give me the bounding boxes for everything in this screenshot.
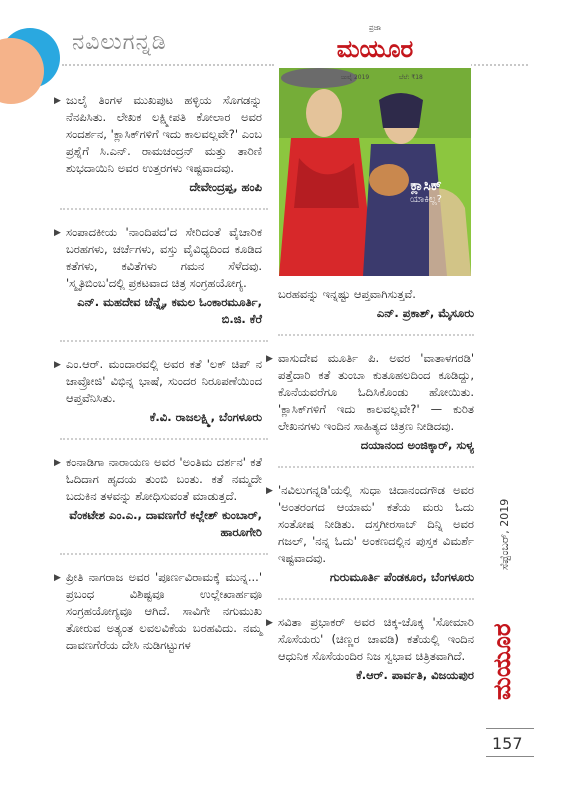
page-number-rule-bottom <box>486 756 534 757</box>
cover-headline <box>391 178 461 206</box>
letter-signature: ಕೆ.ವಿ. ರಾಜಲಕ್ಷ್ಮಿ, ಬೆಂಗಳೂರು <box>149 410 262 424</box>
letter-text: ಬರಹವನ್ನು ಇನ್ನಷ್ಟು ಆಪ್ತವಾಗಿಸುತ್ತವೆ. <box>278 287 416 301</box>
letter-text: 'ನವಿಲುಗನ್ನಡಿ'ಯಲ್ಲಿ ಸುಧಾ ಚಿದಾನಂದಗೌಡ ಅವರ 'ಅಂತರಂಗದ ಆಯಾಮ' ಕತೆಯ ಮರು ಓದು ಸಂತೋಷ ನೀಡಿತು. ದಸ್ತಗೀರಸಾಬ್ ದಿನ್ನಿ ಅವರ ಗಜಲ್, 'ನನ್ನ ಓದು' ಅಂಕಣದಲ್ಲಿನ ಪುಸ್ತಕ ವಿಮರ್ಶೆ ಇಷ್ಟವಾದವು. <box>278 483 474 565</box>
cover-illustration <box>279 68 471 276</box>
section-title: ನವಿಲುಗನ್ನಡಿ <box>72 30 167 55</box>
cover-price: ಬೆಲೆ: ₹18 <box>399 74 423 81</box>
page-number-rule-top <box>486 728 534 729</box>
woman-left-face <box>306 89 342 137</box>
letter-text: ವಾಸುದೇವ ಮೂರ್ತಿ ಪಿ. ಅವರ 'ವಾತಾಳಗರಡಿ' ಪತ್ತೆದಾರಿ ಕತೆ ತುಂಬಾ ಕುತೂಹಲದಿಂದ ಕೂಡಿದ್ದು, ಕೊನೆಯವರೆಗೂ ಓದಿಸಿಕೊಂಡು ಹೋಯಿತು. 'ಕ್ಲಾಸಿಕ್‌ಗಳಿಗೆ ಇದು ಕಾಲವಲ್ಲವೇ?' — ಕುರಿತ ಲೇಖನಗಳು ಇಂದಿನ ಸಾಹಿತ್ಯದ ಚಿತ್ರಣ ನೀಡಿದವು. <box>278 351 474 433</box>
woman-right-hair <box>379 93 423 128</box>
bullet-arrow-icon: ▶ <box>54 96 61 106</box>
bullet-arrow-icon: ▶ <box>54 360 61 370</box>
bullet-arrow-icon: ▶ <box>54 573 61 583</box>
letter-text: ಕಂನಾಡಿಗಾ ನಾರಾಯಣ ಅವರ 'ಅಂತಿಮ ದರ್ಶನ' ಕತೆ ಓದಿದಾಗ ಹೃದಯ ತುಂಬಿ ಬಂತು. ಕತೆ ನಮ್ಮದೇ ಬದುಕಿನ ತಳವನ್ನು ಶೋಧಿಸುವಂತೆ ಮಾಡುತ್ತದೆ. <box>66 455 262 503</box>
letter-item <box>54 356 262 426</box>
letter-signature: ಎನ್. ಮಹದೇವ ಚೆನ್ನೈ, ಕಮಲ ಓಂಕಾರಮೂರ್ತಿ, ಬಿ.ಜಿ. ಕೆರೆ <box>77 295 262 326</box>
cover-art-svg <box>279 68 471 276</box>
cover-headline-line2: ಯಾಕಿಲ್ಲ? <box>410 194 442 205</box>
header-divider <box>62 64 274 66</box>
letter-item <box>266 482 474 586</box>
letter-signature: ಎನ್. ಪ್ರಕಾಶ್, ಮೈಸೂರು <box>376 306 474 320</box>
letters-column-right <box>266 286 474 684</box>
bullet-arrow-icon: ▶ <box>54 228 61 238</box>
letter-item-continued <box>278 286 474 322</box>
letter-item <box>54 454 262 541</box>
letter-item <box>54 569 262 654</box>
letter-signature: ಕೆ.ಆರ್. ಪಾರ್ವತಿ, ವಿಜಯಪುರ <box>356 668 474 682</box>
letter-item <box>266 350 474 454</box>
cover-logo-mark: ಪ್ರಜಾ <box>369 24 381 32</box>
bullet-arrow-icon: ▶ <box>266 486 273 496</box>
letter-text: ಸಂಪಾದಕೀಯ 'ನಾಂದಿಪದ'ದ ಸೇರಿದಂತೆ ವೈಚಾರಿಕ ಬರಹಗಳು, ಚರ್ಚೆಗಳು, ವಸ್ತು ವೈವಿಧ್ಯದಿಂದ ಕೂಡಿದ ಕತೆಗಳು, ಕವಿತೆಗಳು ಗಮನ ಸೆಳೆದವು. 'ಸ್ಮೃತಿಬಿಂಬ'ದಲ್ಲಿ ಪ್ರಕಟವಾದ ಚಿತ್ರ ಸಂಗ್ರಹಯೋಗ್ಯ. <box>66 225 262 290</box>
sidebar-logo: ಮಯೂರ <box>488 623 516 700</box>
page-number: 157 <box>492 734 523 753</box>
letter-divider <box>60 208 268 210</box>
letter-divider <box>278 598 474 600</box>
letter-text: ಸವಿತಾ ಪ್ರಭಾಕರ್ ಅವರ ಚಿಕ್ಕ-ಚೊಕ್ಕ 'ಸೋಮಾರಿ ಸೊಸೆಯರು' (ಚಿಣ್ಣರ ಚಾವಡಿ) ಕತೆಯಲ್ಲಿ ಇಂದಿನ ಆಧುನಿಕ ಸೊಸೆಯಂದಿರ ನಿಜ ಸ್ವಭಾವ ಚಿತ್ರಿತವಾಗಿದೆ. <box>278 615 474 663</box>
cover-logo: ಮಯೂರ <box>336 35 414 63</box>
cover-date: ಜುಲೈ 2019 <box>341 74 370 81</box>
letter-signature: ಗುರುಮೂರ್ತಿ ಪೆಂಡಕೂರ, ಬೆಂಗಳೂರು <box>329 570 474 584</box>
cover-meta <box>279 68 471 92</box>
letters-column-left <box>54 92 262 654</box>
letter-text: ಎಂ.ಆರ್. ಮಂದಾರವಲ್ಲಿ ಅವರ ಕತೆ 'ಲಕ್ ಚಿಪ್ ನ ಜಾವ್ರೋಜಿ' ವಿಭಿನ್ನ ಭಾಷೆ, ಸುಂದರ ನಿರೂಪಣೆಯಿಂದ ಆಪ್ತವೆನಿಸಿತು. <box>66 357 262 405</box>
letter-item <box>54 224 262 328</box>
cover-headline-line1: ಕ್ಲಾಸಿಕ್ <box>410 178 442 194</box>
magazine-cover <box>279 24 471 276</box>
bullet-arrow-icon: ▶ <box>54 458 61 468</box>
letter-divider <box>60 340 268 342</box>
letter-divider <box>278 466 474 468</box>
letter-signature: ವೆಂಕಟೇಶ ಎಂ.ಎ., ದಾವಣಗೆರೆ ಕಲ್ಲೇಶ್ ಕುಂಬಾರ್, ಹಾರೂಗೇರಿ <box>69 508 262 539</box>
letter-signature: ದಯಾನಂದ ಅಂಜಿಕ್ಕಾರ್, ಸುಳ್ಯ <box>360 438 474 452</box>
letter-item <box>54 92 262 196</box>
bullet-arrow-icon: ▶ <box>266 354 273 364</box>
letter-divider <box>60 438 268 440</box>
bullet-arrow-icon: ▶ <box>266 618 273 628</box>
letter-text: ಪ್ರೀತಿ ನಾಗರಾಜ ಅವರ 'ಪೂರ್ಣವಿರಾಮಕ್ಕೆ ಮುನ್ನ...' ಪ್ರಬಂಧ ವಿಶಿಷ್ಟವೂ ಉಲ್ಲೇಖಾರ್ಹವೂ ಸಂಗ್ರಹಯೋಗ್ಯವೂ ಆಗಿದೆ. ಸಾವಿಗೇ ನಗುಮುಖ ತೋರುವ ಅತ್ಯಂತ ಲವಲವಿಕೆಯ ಬರಹವಿದು. ನಮ್ಮ ದಾವಣಗೆರೆಯ ದೇಸಿ ನುಡಿಗಟ್ಟುಗಳ <box>66 570 262 652</box>
sidebar-issue-date: ಸೆಪ್ಟೆಂಬರ್, 2019 <box>498 498 511 570</box>
letter-item <box>266 614 474 684</box>
letter-divider <box>278 334 474 336</box>
header-divider-right <box>470 64 528 66</box>
letter-signature: ದೇವೇಂದ್ರಪ್ಪ, ಹಂಪಿ <box>189 180 262 194</box>
letter-text: ಜುಲೈ ತಿಂಗಳ ಮುಖಪುಟ ಹಳ್ಳಿಯ ಸೊಗಡನ್ನು ನೆನಪಿಸಿತು. ಲೇಖಕ ಲಕ್ಷ್ಮೀಪತಿ ಕೋಲಾರ ಅವರ ಸಂದರ್ಶನ, 'ಕ್ಲಾಸಿಕ್‌ಗಳಿಗೆ ಇದು ಕಾಲವಲ್ಲವೇ?' ಎಂಬ ಪ್ರಶ್ನೆಗೆ ಸಿ.ಎನ್. ರಾಮಚಂದ್ರನ್ ಮತ್ತು ತಾರಿಣಿ ಶುಭದಾಯಿನಿ ಅವರ ಉತ್ತರಗಳು ಇಷ್ಟವಾದವು. <box>66 93 262 175</box>
letter-divider <box>60 553 268 555</box>
